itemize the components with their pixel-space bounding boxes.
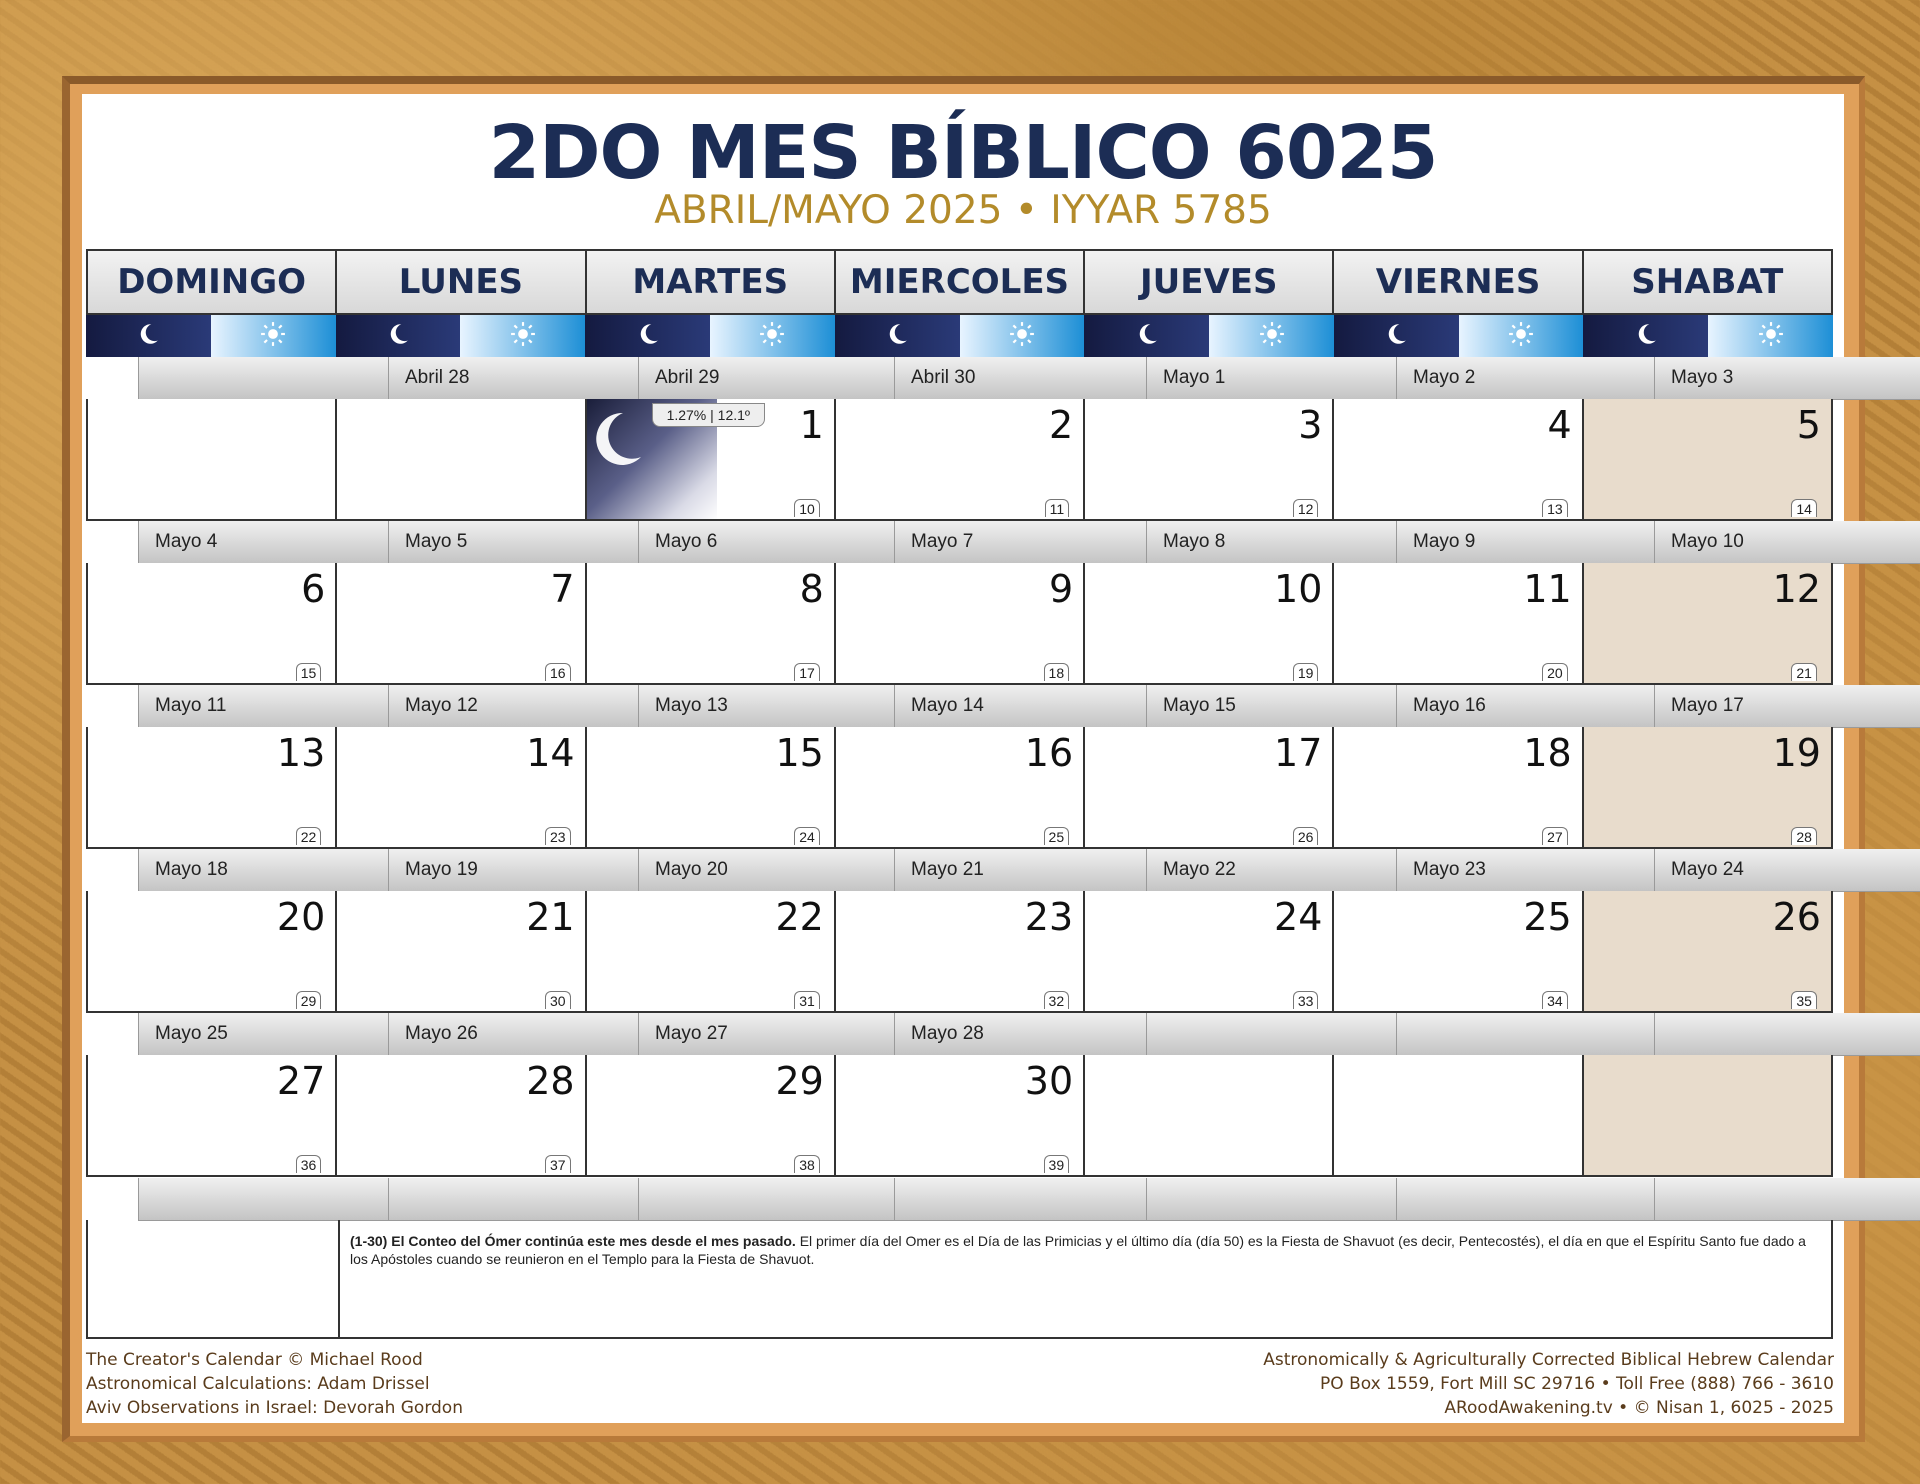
- sun-icon: [1009, 321, 1035, 352]
- omer-count-badge: 15: [296, 663, 322, 681]
- footer-contact-line: ARoodAwakening.tv • © Nisan 1, 6025 - 2025: [1444, 1398, 1834, 1418]
- sun-icon: [260, 321, 286, 352]
- biblical-day-number: 26: [1772, 895, 1821, 939]
- biblical-day-number: 14: [526, 731, 575, 775]
- day-cells: [86, 563, 1833, 685]
- shabat-cell: [1584, 399, 1833, 519]
- day-cell: [1085, 399, 1334, 519]
- daytime-segment: [960, 315, 1085, 357]
- omer-count-badge: 19: [1293, 663, 1319, 681]
- day-cell: [587, 891, 836, 1011]
- gregorian-date: Abril 28: [388, 357, 638, 399]
- omer-count-badge: 28: [1791, 827, 1817, 845]
- gregorian-date: Mayo 3: [1654, 357, 1920, 399]
- gregorian-date: Mayo 18: [138, 849, 388, 891]
- omer-count-badge: 13: [1542, 499, 1568, 517]
- omer-count-badge: 36: [296, 1155, 322, 1173]
- biblical-day-number: 22: [775, 895, 824, 939]
- day-cell: [1085, 563, 1334, 683]
- gregorian-date: Mayo 16: [1396, 685, 1654, 727]
- day-night-pair: [1583, 315, 1833, 357]
- footer-credit-line: The Creator's Calendar © Michael Rood: [86, 1350, 423, 1370]
- gregorian-date: [138, 357, 388, 399]
- gregorian-date: [638, 1178, 894, 1220]
- footer-contact: [1263, 1348, 1834, 1420]
- day-cell: [1334, 563, 1583, 683]
- day-cell: [836, 1055, 1085, 1175]
- gregorian-date: Mayo 21: [894, 849, 1146, 891]
- day-cell: [337, 563, 586, 683]
- day-cell: [337, 399, 586, 519]
- day-cell: [88, 1055, 337, 1175]
- omer-count-badge: 20: [1542, 663, 1568, 681]
- omer-count-badge: 39: [1044, 1155, 1070, 1173]
- gregorian-date: [894, 1178, 1146, 1220]
- gregorian-date: [1654, 1178, 1920, 1220]
- gregorian-date: Mayo 8: [1146, 521, 1396, 563]
- footer-credits: [86, 1348, 463, 1420]
- moon-icon: [135, 321, 161, 352]
- omer-count-badge: 30: [545, 991, 571, 1009]
- notes-section: [86, 1178, 1833, 1339]
- sun-icon: [510, 321, 536, 352]
- evening-segment: [336, 315, 461, 357]
- page-title: 2DO MES BÍBLICO 6025: [488, 110, 1438, 196]
- day-cells: [86, 399, 1833, 521]
- footer-contact-line: PO Box 1559, Fort Mill SC 29716 • Toll Free (888) 766 - 3610: [1320, 1374, 1834, 1394]
- day-cells: [86, 727, 1833, 849]
- omer-count-badge: 17: [794, 663, 820, 681]
- date-bar: [138, 1013, 1920, 1056]
- week-row: [86, 849, 1833, 1013]
- day-night-pair: [585, 315, 835, 357]
- day-cell: [587, 399, 836, 519]
- day-cell: [88, 399, 337, 519]
- day-cell: [1085, 891, 1334, 1011]
- biblical-day-number: 29: [775, 1059, 824, 1103]
- gregorian-date: Mayo 10: [1654, 521, 1920, 563]
- gregorian-date: [1146, 1013, 1396, 1055]
- weekday-sunday: DOMINGO: [86, 249, 335, 315]
- omer-count-badge: 33: [1293, 991, 1319, 1009]
- gregorian-date: [138, 1178, 388, 1220]
- notes-bold: (1-30) El Conteo del Ómer continúa este mes desde el mes pasado.: [350, 1233, 796, 1249]
- biblical-day-number: 21: [526, 895, 575, 939]
- omer-count-badge: 27: [1542, 827, 1568, 845]
- biblical-day-number: 25: [1523, 895, 1572, 939]
- calendar-grid: [86, 357, 1833, 1177]
- biblical-day-number: 16: [1024, 731, 1074, 775]
- omer-count-badge: 10: [794, 499, 820, 517]
- omer-count-badge: 23: [545, 827, 571, 845]
- biblical-day-number: 3: [1298, 403, 1323, 447]
- biblical-day-number: 2: [1048, 403, 1074, 447]
- gregorian-date: [1396, 1013, 1654, 1055]
- biblical-day-number: 27: [276, 1059, 326, 1103]
- day-cell: [1334, 727, 1583, 847]
- day-cell: [1334, 399, 1583, 519]
- gregorian-date: Mayo 17: [1654, 685, 1920, 727]
- day-cell: [587, 1055, 836, 1175]
- gregorian-date: Mayo 22: [1146, 849, 1396, 891]
- week-row: [86, 357, 1833, 521]
- notes-box: [86, 1220, 1833, 1339]
- date-bar: [138, 521, 1920, 564]
- gregorian-date: Mayo 19: [388, 849, 638, 891]
- biblical-day-number: 23: [1024, 895, 1074, 939]
- day-cells: [86, 891, 1833, 1013]
- daytime-segment: [460, 315, 585, 357]
- biblical-day-number: 13: [276, 731, 326, 775]
- omer-count-badge: 35: [1791, 991, 1817, 1009]
- daytime-segment: [1459, 315, 1584, 357]
- evening-segment: [86, 315, 211, 357]
- day-cell: [587, 563, 836, 683]
- evening-segment: [1084, 315, 1209, 357]
- gregorian-date: Mayo 25: [138, 1013, 388, 1055]
- day-cell: [836, 563, 1085, 683]
- biblical-day-number: 7: [550, 567, 575, 611]
- moon-icon: [1633, 321, 1659, 352]
- biblical-day-number: 12: [1772, 567, 1821, 611]
- gregorian-date: Mayo 28: [894, 1013, 1146, 1055]
- biblical-day-number: 19: [1772, 731, 1821, 775]
- day-night-pair: [1084, 315, 1334, 357]
- biblical-day-number: 8: [799, 567, 824, 611]
- omer-count-badge: 16: [545, 663, 571, 681]
- weekday-friday: VIERNES: [1332, 249, 1581, 315]
- day-cell: [1334, 891, 1583, 1011]
- omer-count-badge: 12: [1293, 499, 1319, 517]
- omer-count-badge: 25: [1044, 827, 1070, 845]
- day-night-icons: [86, 315, 1833, 357]
- weekday-wednesday: MIERCOLES: [834, 249, 1083, 315]
- day-cells: [86, 1055, 1833, 1177]
- day-cell: [337, 727, 586, 847]
- moon-icon: [635, 321, 661, 352]
- day-cell: [337, 1055, 586, 1175]
- day-cell: [88, 563, 337, 683]
- evening-segment: [585, 315, 710, 357]
- day-night-pair: [336, 315, 586, 357]
- day-cell: [836, 727, 1085, 847]
- footer-contact-line: Astronomically & Agriculturally Corrected Biblical Hebrew Calendar: [1263, 1350, 1834, 1370]
- gregorian-date: Mayo 1: [1146, 357, 1396, 399]
- evening-segment: [1334, 315, 1459, 357]
- notes-date-bar: [138, 1178, 1920, 1221]
- gregorian-date: Mayo 4: [138, 521, 388, 563]
- moon-icon: [1383, 321, 1409, 352]
- weekday-shabat: SHABAT: [1582, 249, 1833, 315]
- omer-count-badge: 38: [794, 1155, 820, 1173]
- weekday-monday: LUNES: [335, 249, 584, 315]
- footer-credit-line: Astronomical Calculations: Adam Drissel: [86, 1374, 430, 1394]
- gregorian-date: Mayo 26: [388, 1013, 638, 1055]
- week-row: [86, 1013, 1833, 1177]
- omer-count-badge: 34: [1542, 991, 1568, 1009]
- biblical-day-number: 4: [1547, 403, 1572, 447]
- gregorian-date: Mayo 13: [638, 685, 894, 727]
- sun-icon: [1758, 321, 1784, 352]
- gregorian-date: Mayo 15: [1146, 685, 1396, 727]
- day-cell: [1334, 1055, 1583, 1175]
- shabat-cell: [1584, 891, 1833, 1011]
- date-bar: [138, 685, 1920, 728]
- day-night-pair: [835, 315, 1085, 357]
- date-bar: [138, 357, 1920, 400]
- week-row: [86, 685, 1833, 849]
- moon-phase-label: 1.27% | 12.1º: [652, 403, 765, 427]
- shabat-cell: [1584, 563, 1833, 683]
- daytime-segment: [1708, 315, 1833, 357]
- evening-segment: [1583, 315, 1708, 357]
- moon-icon: [385, 321, 411, 352]
- gregorian-date: Mayo 11: [138, 685, 388, 727]
- biblical-day-number: 9: [1048, 567, 1074, 611]
- gregorian-date: Mayo 23: [1396, 849, 1654, 891]
- gregorian-date: Mayo 14: [894, 685, 1146, 727]
- omer-count-badge: 22: [296, 827, 322, 845]
- weekday-header: [86, 249, 1833, 315]
- gregorian-date: Mayo 7: [894, 521, 1146, 563]
- day-cell: [1085, 1055, 1334, 1175]
- day-cell: [836, 399, 1085, 519]
- gregorian-date: Mayo 12: [388, 685, 638, 727]
- date-bar: [138, 849, 1920, 892]
- gregorian-date: [1396, 1178, 1654, 1220]
- gregorian-date: Mayo 20: [638, 849, 894, 891]
- gregorian-date: Abril 29: [638, 357, 894, 399]
- gregorian-date: Mayo 27: [638, 1013, 894, 1055]
- day-night-pair: [1334, 315, 1584, 357]
- omer-count-badge: 21: [1791, 663, 1817, 681]
- biblical-day-number: 6: [301, 567, 326, 611]
- biblical-day-number: 18: [1523, 731, 1572, 775]
- day-cell: [836, 891, 1085, 1011]
- moon-icon: [884, 321, 910, 352]
- omer-count-badge: 29: [296, 991, 322, 1009]
- biblical-day-number: 30: [1024, 1059, 1074, 1103]
- biblical-day-number: 15: [775, 731, 824, 775]
- weekday-tuesday: MARTES: [585, 249, 834, 315]
- daytime-segment: [211, 315, 336, 357]
- notes-spacer: [88, 1220, 340, 1337]
- gregorian-date: Mayo 24: [1654, 849, 1920, 891]
- omer-count-badge: 18: [1044, 663, 1070, 681]
- omer-count-badge: 37: [545, 1155, 571, 1173]
- omer-count-badge: 24: [794, 827, 820, 845]
- day-cell: [1085, 727, 1334, 847]
- weekday-thursday: JUEVES: [1083, 249, 1332, 315]
- omer-count-badge: 11: [1045, 499, 1070, 517]
- moon-icon: [1134, 321, 1160, 352]
- gregorian-date: Abril 30: [894, 357, 1146, 399]
- biblical-day-number: 5: [1796, 403, 1821, 447]
- day-night-pair: [86, 315, 336, 357]
- biblical-day-number: 10: [1274, 567, 1323, 611]
- notes-body: El primer día del Omer es el Día de las Primicias y el último día (día 50) es la Fiesta de Shavuot (es decir, Pentecostés), el día en que el Espíritu Santo fue dado a los Apóstoles cuando se reunieron en el Templo para la Fiesta de Shavuot.: [350, 1233, 1806, 1267]
- gregorian-date: [1146, 1178, 1396, 1220]
- gregorian-date: Mayo 2: [1396, 357, 1654, 399]
- gregorian-date: [1654, 1013, 1920, 1055]
- footer-credit-line: Aviv Observations in Israel: Devorah Gordon: [86, 1398, 463, 1418]
- biblical-day-number: 24: [1274, 895, 1323, 939]
- gregorian-date: Mayo 6: [638, 521, 894, 563]
- gregorian-date: Mayo 9: [1396, 521, 1654, 563]
- day-cell: [337, 891, 586, 1011]
- day-cell: [88, 891, 337, 1011]
- omer-count-badge: 32: [1044, 991, 1070, 1009]
- day-cell: [587, 727, 836, 847]
- biblical-day-number: 20: [276, 895, 326, 939]
- week-row: [86, 521, 1833, 685]
- day-cell: [88, 727, 337, 847]
- gregorian-date: Mayo 5: [388, 521, 638, 563]
- page-subtitle: ABRIL/MAYO 2025 • IYYAR 5785: [654, 188, 1272, 233]
- biblical-day-number: 1: [799, 403, 824, 447]
- biblical-day-number: 11: [1523, 567, 1572, 611]
- shabat-cell: [1584, 727, 1833, 847]
- daytime-segment: [710, 315, 835, 357]
- omer-count-badge: 14: [1791, 499, 1817, 517]
- omer-count-badge: 26: [1293, 827, 1319, 845]
- notes-text: [340, 1220, 1831, 1337]
- daytime-segment: [1209, 315, 1334, 357]
- shabat-cell: [1584, 1055, 1833, 1175]
- biblical-day-number: 17: [1274, 731, 1323, 775]
- sun-icon: [1259, 321, 1285, 352]
- gregorian-date: [388, 1178, 638, 1220]
- sun-icon: [1508, 321, 1534, 352]
- biblical-day-number: 28: [526, 1059, 575, 1103]
- omer-count-badge: 31: [794, 991, 820, 1009]
- evening-segment: [835, 315, 960, 357]
- sun-icon: [759, 321, 785, 352]
